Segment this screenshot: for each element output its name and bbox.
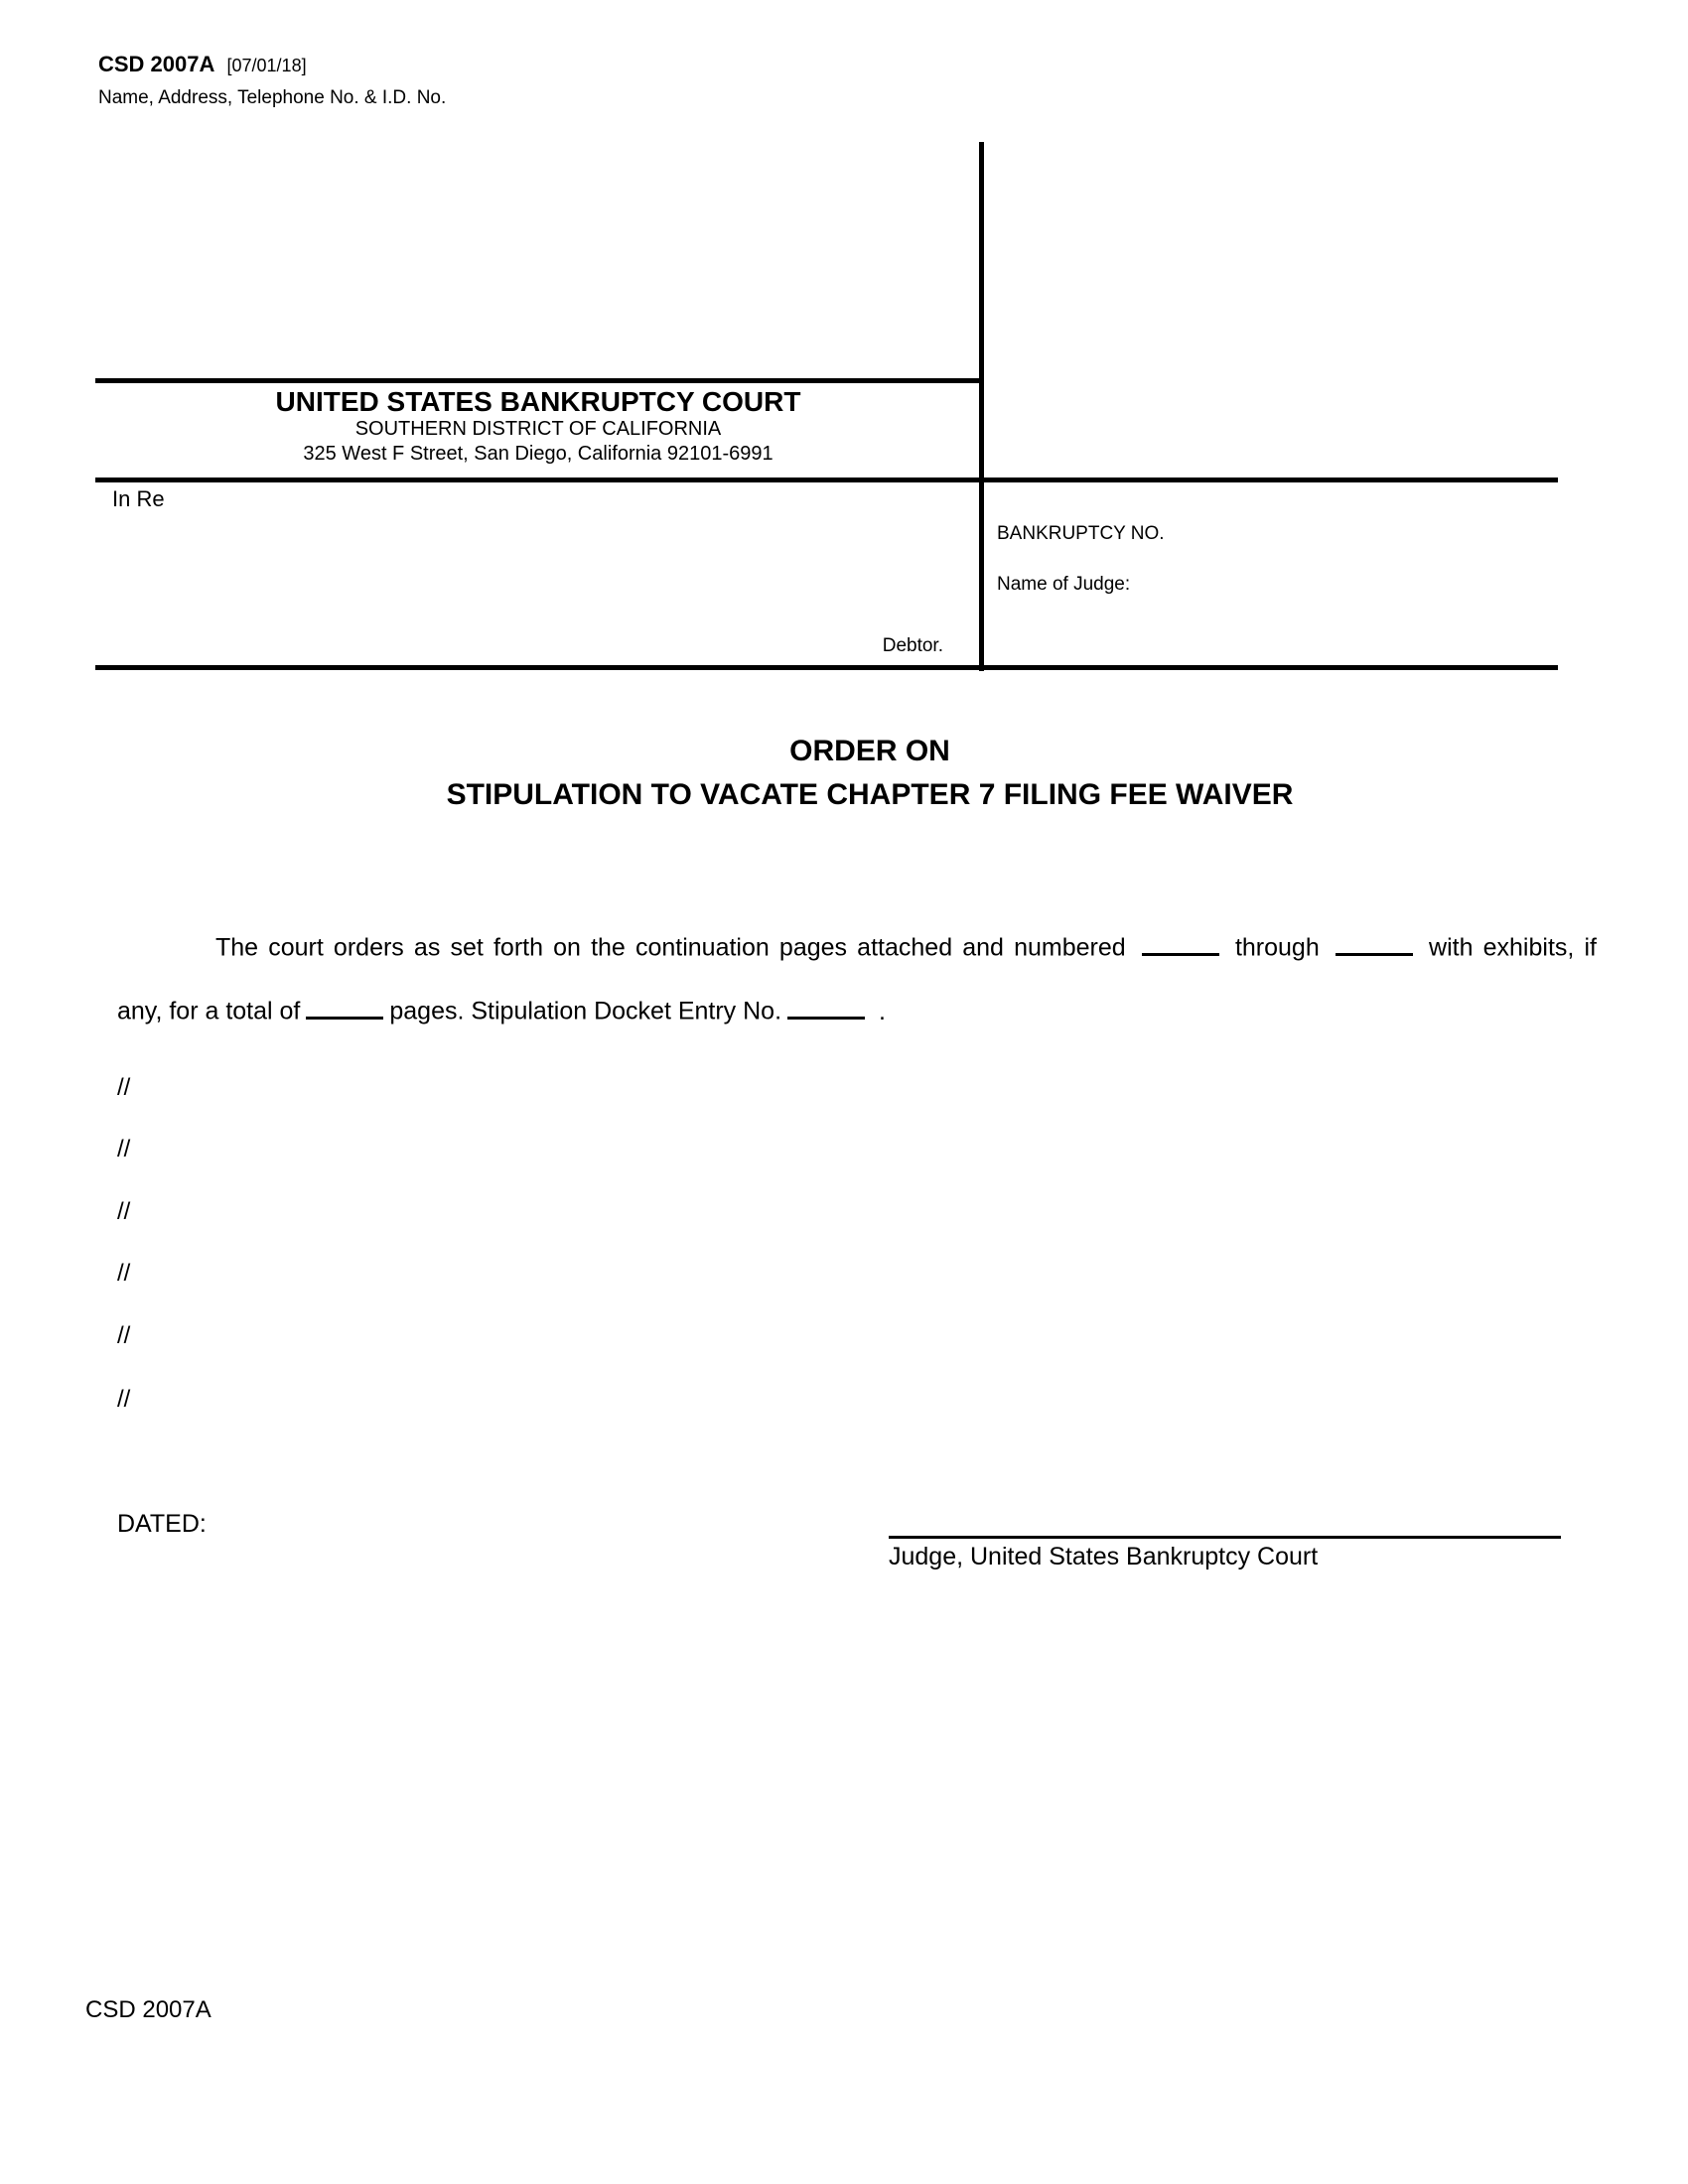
end-page-blank[interactable] — [1336, 930, 1413, 956]
attorney-info-label: Name, Address, Telephone No. & I.D. No. — [98, 87, 447, 108]
paragraph-text: The court orders as set forth on the continuation pages attached and numbered — [215, 933, 1126, 962]
judge-name-label: Name of Judge: — [997, 574, 1131, 595]
paragraph-text: any, for a total of — [117, 997, 301, 1025]
total-pages-blank[interactable] — [306, 994, 383, 1020]
court-top-rule — [95, 378, 984, 383]
order-paragraph-line1 — [215, 930, 1597, 962]
continuation-mark: // — [117, 1386, 131, 1413]
continuation-mark: // — [117, 1260, 131, 1287]
paragraph-text: . — [879, 997, 886, 1025]
court-bottom-rule — [95, 478, 1558, 482]
judge-signature-line[interactable] — [889, 1536, 1561, 1539]
order-title-line1: ORDER ON — [789, 735, 950, 767]
bankruptcy-no-label: BANKRUPTCY NO. — [997, 523, 1165, 544]
docket-entry-blank[interactable] — [787, 994, 865, 1020]
court-name: UNITED STATES BANKRUPTCY COURT — [275, 386, 801, 417]
form-date: [07/01/18] — [226, 56, 307, 75]
order-title-line2: STIPULATION TO VACATE CHAPTER 7 FILING FEE WAIVER — [446, 778, 1294, 811]
continuation-mark: // — [117, 1198, 131, 1225]
continuation-mark: // — [117, 1074, 131, 1101]
form-id: CSD 2007A — [98, 52, 215, 76]
form-header — [98, 52, 307, 78]
dated-label: DATED: — [117, 1510, 207, 1538]
court-district: SOUTHERN DISTRICT OF CALIFORNIA — [354, 418, 722, 440]
order-paragraph-line2 — [117, 994, 886, 1025]
paragraph-text: with exhibits, if — [1429, 933, 1597, 962]
continuation-mark: // — [117, 1136, 131, 1162]
paragraph-text: pages. Stipulation Docket Entry No. — [389, 997, 782, 1025]
debtor-label: Debtor. — [882, 635, 943, 656]
court-address: 325 West F Street, San Diego, California 92101-6991 — [303, 443, 774, 465]
start-page-blank[interactable] — [1142, 930, 1219, 956]
judge-signature-caption: Judge, United States Bankruptcy Court — [889, 1543, 1319, 1570]
footer-form-id: CSD 2007A — [85, 1996, 211, 2023]
paragraph-text: through — [1234, 933, 1320, 962]
caption-bottom-rule — [95, 665, 1558, 670]
in-re-label: In Re — [112, 486, 165, 511]
continuation-mark: // — [117, 1322, 131, 1349]
